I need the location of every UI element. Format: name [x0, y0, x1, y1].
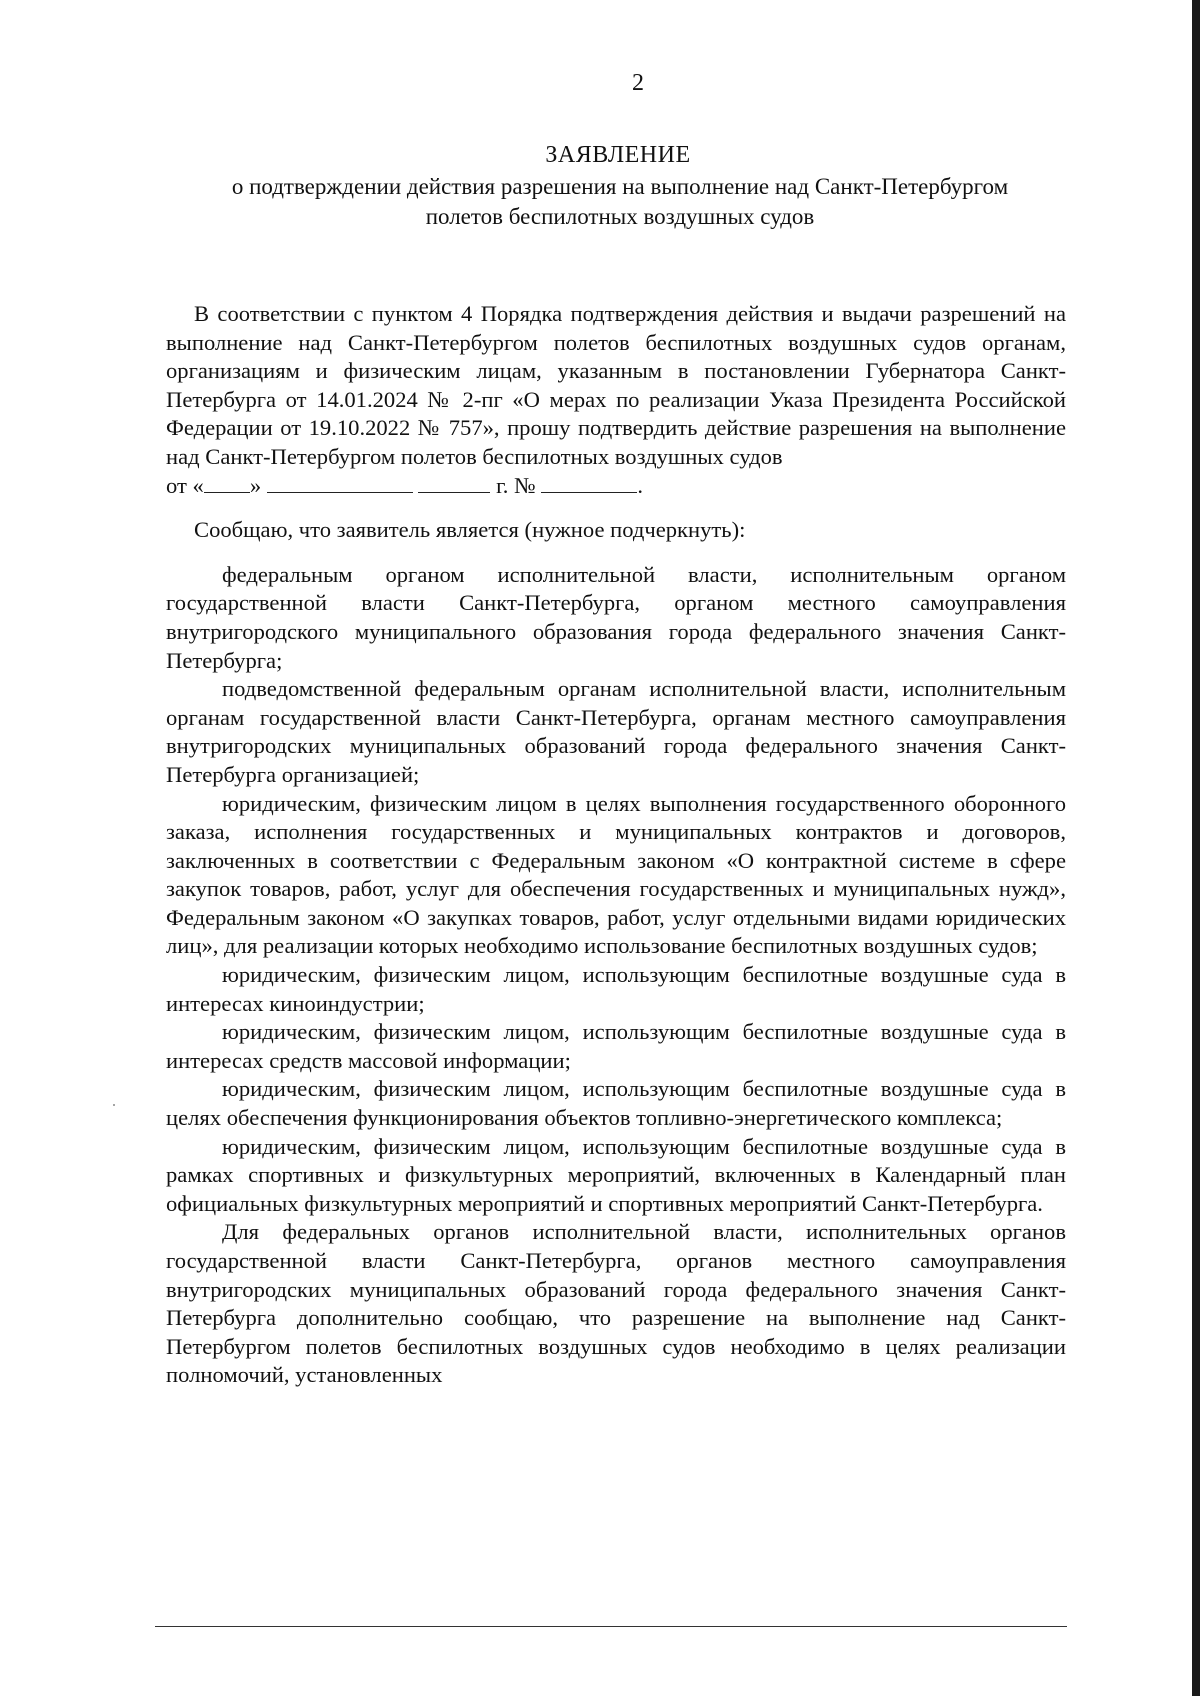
permit-number-field[interactable] [541, 474, 637, 493]
applicant-option-3[interactable]: юридическим, физическим лицом в целях выполнения государственного оборонного заказа, исполнения государственных и муниципальных контрактов и договоров, заключенных в соответствии с Федеральным законом «О контрактной системе в сфере закупок товаров, работ, услуг для обеспечения государственных и муниципальных нужд», Федеральным законом «О закупках товаров, работ, услуг отдельными видами юридических лиц», для реализации которых необходимо использование беспилотных воздушных судов; [166, 790, 1066, 959]
intro-text: В соответствии с пунктом 4 Порядка подтверждения действия и выдачи разрешений на выполнение над Санкт-Петербургом полетов беспилотных воздушных судов органам, организациям и физическим лицам, указанным в постановлении Губернатора Санкт-Петербурга от 14.01.2024 № 2-пг «О мерах по реализации Указа Президента Российской Федерации от 19.10.2022 № 757», прошу подтвердить действие разрешения на выполнение над Санкт-Петербургом полетов беспилотных воздушных судов [166, 301, 1066, 469]
applicant-option-1[interactable]: федеральным органом исполнительной власти, исполнительным органом государственной власти Санкт-Петербурга, органом местного самоуправления внутригородского муниципального образования города федерального значения Санкт-Петербурга; [166, 561, 1066, 673]
document-body [166, 300, 1066, 1390]
year-field[interactable] [418, 474, 490, 493]
page-number: 2 [632, 70, 644, 96]
intro-paragraph [166, 300, 1066, 500]
document-title: ЗАЯВЛЕНИЕ [545, 142, 691, 168]
document-subtitle [170, 172, 1070, 232]
month-field[interactable] [267, 474, 413, 493]
subtitle-line-2: полетов беспилотных воздушных судов [425, 204, 815, 229]
applicant-intro: Сообщаю, что заявитель является (нужное подчеркнуть): [194, 517, 746, 543]
scan-speck [113, 1104, 115, 1106]
date-quote-close: » [249, 472, 262, 498]
day-field[interactable] [204, 474, 250, 493]
applicant-option-5[interactable]: юридическим, физическим лицом, использующим беспилотные воздушные суда в интересах средств массовой информации; [166, 1019, 1066, 1073]
applicant-option-4[interactable]: юридическим, физическим лицом, использующим беспилотные воздушные суда в интересах киноиндустрии; [166, 962, 1066, 1016]
additional-info-paragraph: Для федеральных органов исполнительной власти, исполнительных органов государственной власти Санкт-Петербурга, органов местного самоуправления внутригородских муниципальных образований города федерального значения Санкт-Петербурга дополнительно сообщаю, что разрешение на выполнение над Санкт-Петербургом полетов беспилотных воздушных судов необходимо в целях реализации полномочий, установленных [166, 1219, 1066, 1388]
date-line-end: . [637, 472, 643, 498]
applicant-option-2[interactable]: подведомственной федеральным органам исполнительной власти, исполнительным органам государственной власти Санкт-Петербурга, органам местного самоуправления внутригородских муниципальных образований города федерального значения Санкт-Петербурга организацией; [166, 676, 1066, 787]
footer-rule [155, 1626, 1067, 1627]
scan-edge [1192, 0, 1200, 1696]
number-label: г. № [496, 472, 536, 498]
date-prefix: от « [166, 472, 204, 498]
applicant-option-7[interactable]: юридическим, физическим лицом, использующим беспилотные воздушные суда в рамках спортивных и физкультурных мероприятий, включенных в Календарный план официальных физкультурных мероприятий и спортивных мероприятий Санкт-Петербурга. [166, 1133, 1066, 1216]
subtitle-line-1: о подтверждении действия разрешения на выполнение над Санкт-Петербургом [231, 174, 1009, 199]
applicant-option-6[interactable]: юридическим, физическим лицом, использующим беспилотные воздушные суда в целях обеспечения функционирования объектов топливно-энергетического комплекса; [166, 1076, 1066, 1131]
